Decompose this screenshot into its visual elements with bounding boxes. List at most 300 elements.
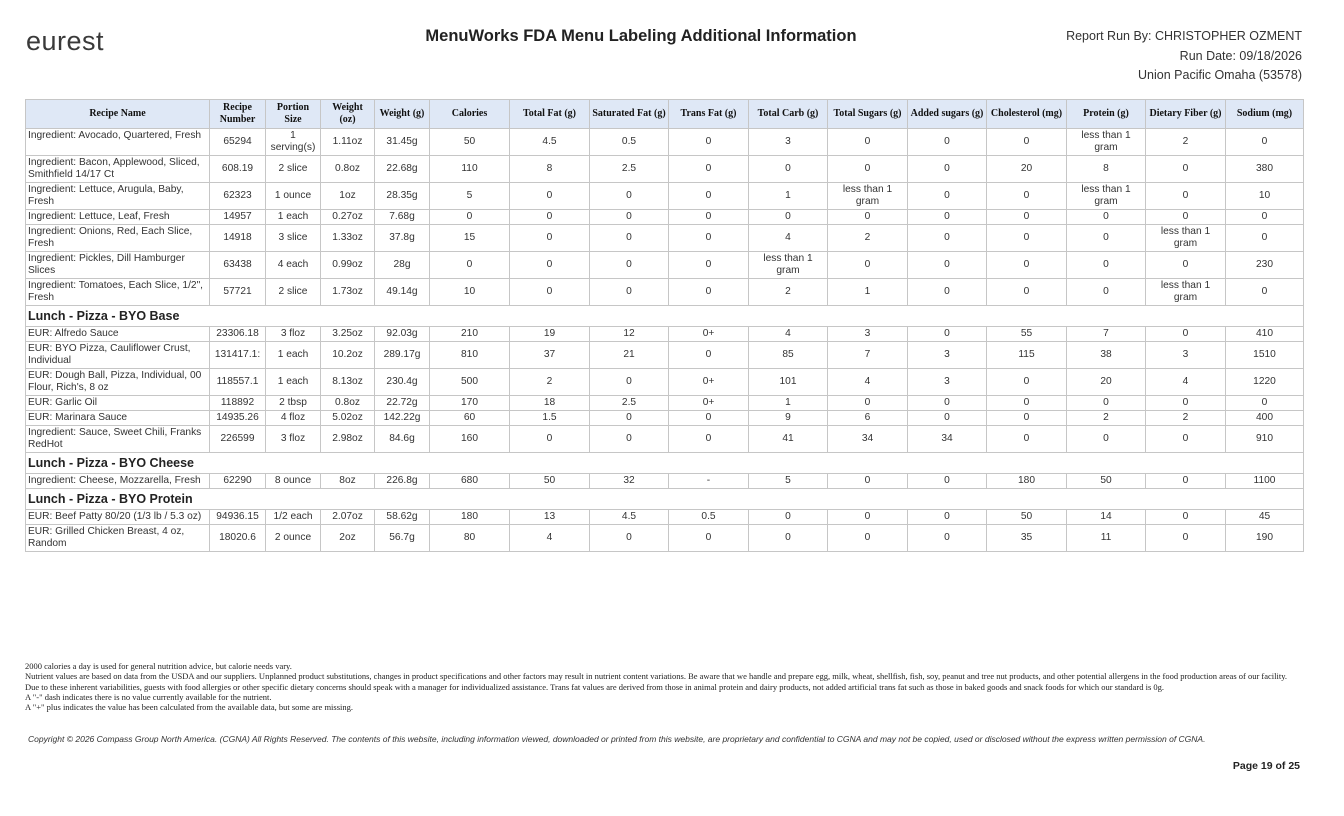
table-cell: 0 [828,129,908,156]
table-cell: 0 [908,129,987,156]
recipe-name-cell: Ingredient: Tomatoes, Each Slice, 1/2", Fresh [26,279,210,306]
table-cell: 49.14g [375,279,430,306]
table-cell: 2 [828,225,908,252]
table-cell: 31.45g [375,129,430,156]
section-row [26,306,1304,327]
table-cell: 3 [908,342,987,369]
table-cell: 0 [1146,426,1226,453]
table-row [26,396,1304,411]
run-by: Report Run By: CHRISTOPHER OZMENT [1066,29,1302,43]
table-cell: less than 1 gram [828,183,908,210]
table-cell: 0 [510,183,590,210]
table-cell: 180 [430,510,510,525]
table-cell: 115 [987,342,1067,369]
table-cell: 0 [1226,210,1304,225]
table-cell: 0 [987,426,1067,453]
table-cell: 4 [828,369,908,396]
table-cell: 0.99oz [321,252,375,279]
table-cell: 4 [749,327,828,342]
table-cell: 0.27oz [321,210,375,225]
table-cell: 0 [828,252,908,279]
table-cell: 6 [828,411,908,426]
table-cell: 32 [590,474,669,489]
column-header: Total Sugars (g) [828,100,908,129]
table-cell: 10.2oz [321,342,375,369]
table-cell: 0.8oz [321,156,375,183]
table-cell: 0 [908,210,987,225]
table-cell: 1 [749,396,828,411]
table-cell: 34 [908,426,987,453]
table-cell: 0 [749,510,828,525]
table-cell: 0 [828,210,908,225]
table-row [26,279,1304,306]
table-cell: 810 [430,342,510,369]
table-cell: 0 [1226,396,1304,411]
table-cell: 84.6g [375,426,430,453]
table-cell: 400 [1226,411,1304,426]
table-cell: 0 [1146,525,1226,552]
recipe-name-cell: Ingredient: Onions, Red, Each Slice, Fresh [26,225,210,252]
table-cell: 0 [590,411,669,426]
table-cell: 4 [510,525,590,552]
table-cell: less than 1 gram [1067,183,1146,210]
recipe-name-cell: EUR: BYO Pizza, Cauliflower Crust, Individual [26,342,210,369]
table-cell: 4 [749,225,828,252]
table-cell: 0 [1146,474,1226,489]
table-cell: 2 slice [266,156,321,183]
recipe-name-cell: Ingredient: Pickles, Dill Hamburger Slices [26,252,210,279]
table-cell: 85 [749,342,828,369]
table-cell: 1.5 [510,411,590,426]
table-cell: 5.02oz [321,411,375,426]
table-cell: 1510 [1226,342,1304,369]
table-cell: 210 [430,327,510,342]
table-cell: 0 [987,396,1067,411]
table-cell: 0 [908,252,987,279]
recipe-name-cell: Ingredient: Lettuce, Arugula, Baby, Fresh [26,183,210,210]
table-cell: 2.5 [590,156,669,183]
table-cell: 20 [1067,369,1146,396]
column-header: Portion Size [266,100,321,129]
table-cell: 2 [749,279,828,306]
table-cell: 5 [430,183,510,210]
table-cell: 18 [510,396,590,411]
table-cell: 0 [590,279,669,306]
table-cell: 63438 [210,252,266,279]
table-cell: 0 [987,279,1067,306]
table-row [26,474,1304,489]
table-cell: 0 [987,183,1067,210]
table-row [26,210,1304,225]
section-row [26,489,1304,510]
table-cell: 3 floz [266,426,321,453]
recipe-name-cell: EUR: Alfredo Sauce [26,327,210,342]
table-cell: 2 [510,369,590,396]
table-cell: 7.68g [375,210,430,225]
table-cell: 0 [987,252,1067,279]
table-cell: 0 [510,252,590,279]
recipe-name-cell: EUR: Beef Patty 80/20 (1/3 lb / 5.3 oz) [26,510,210,525]
table-cell: 50 [510,474,590,489]
table-cell: 1.11oz [321,129,375,156]
table-cell: 0 [669,210,749,225]
table-cell: 0 [669,156,749,183]
table-row [26,225,1304,252]
table-row [26,369,1304,396]
run-date: Run Date: 09/18/2026 [1179,48,1302,63]
table-cell: 65294 [210,129,266,156]
table-cell: 41 [749,426,828,453]
recipe-name-cell: Ingredient: Sauce, Sweet Chili, Franks RedHot [26,426,210,453]
table-cell: 0 [1226,279,1304,306]
table-cell: 226.8g [375,474,430,489]
table-row [26,129,1304,156]
table-cell: 142.22g [375,411,430,426]
table-cell: 9 [749,411,828,426]
table-row [26,411,1304,426]
table-cell: 0 [987,225,1067,252]
table-cell: 180 [987,474,1067,489]
table-cell: 3 slice [266,225,321,252]
table-cell: - [669,474,749,489]
table-cell: 0 [430,210,510,225]
table-cell: 0 [510,225,590,252]
table-cell: 230.4g [375,369,430,396]
report-meta [1066,27,1302,86]
table-cell: 8 ounce [266,474,321,489]
table-cell: 118557.1 [210,369,266,396]
table-cell: 0 [987,369,1067,396]
footnote-calories: 2000 calories a day is used for general nutrition advice, but calorie needs vary. [25,661,292,671]
table-cell: 0 [908,225,987,252]
table-cell: 3 [1146,342,1226,369]
table-cell: 0 [1146,327,1226,342]
table-cell: 131417.1: [210,342,266,369]
table-cell: 0.8oz [321,396,375,411]
table-cell: 0 [908,474,987,489]
table-cell: 101 [749,369,828,396]
report-title: MenuWorks FDA Menu Labeling Additional Information [425,27,857,45]
table-cell: 15 [430,225,510,252]
table-cell: 37.8g [375,225,430,252]
table-cell: 0 [510,426,590,453]
section-title: Lunch - Pizza - BYO Cheese [26,453,1304,474]
table-cell: 0 [908,156,987,183]
table-cell: 0+ [669,396,749,411]
table-cell: 14 [1067,510,1146,525]
table-cell: 2 [1067,411,1146,426]
table-cell: 34 [828,426,908,453]
table-cell: 410 [1226,327,1304,342]
table-cell: 2 [1146,129,1226,156]
table-cell: 3 [749,129,828,156]
column-header: Calories [430,100,510,129]
table-cell: 0 [1067,279,1146,306]
table-cell: 4.5 [590,510,669,525]
table-cell: 50 [987,510,1067,525]
table-row [26,252,1304,279]
table-cell: 0 [1067,396,1146,411]
table-cell: 0 [908,183,987,210]
table-cell: 56.7g [375,525,430,552]
table-cell: 0 [1146,183,1226,210]
section-title: Lunch - Pizza - BYO Base [26,306,1304,327]
table-cell: 23306.18 [210,327,266,342]
table-row [26,183,1304,210]
table-cell: 38 [1067,342,1146,369]
table-cell: 0 [908,411,987,426]
table-cell: 1oz [321,183,375,210]
table-cell: 8 [1067,156,1146,183]
column-header: Dietary Fiber (g) [1146,100,1226,129]
table-cell: 22.72g [375,396,430,411]
table-cell: 0.5 [669,510,749,525]
table-cell: 0 [669,525,749,552]
table-cell: 57721 [210,279,266,306]
table-cell: 14935.26 [210,411,266,426]
column-header: Weight (g) [375,100,430,129]
table-cell: 0 [1146,210,1226,225]
table-cell: 14918 [210,225,266,252]
recipe-name-cell: EUR: Dough Ball, Pizza, Individual, 00 Flour, Rich's, 8 oz [26,369,210,396]
table-cell: 0 [590,252,669,279]
column-header: Sodium (mg) [1226,100,1304,129]
table-cell: 8oz [321,474,375,489]
table-cell: 19 [510,327,590,342]
table-cell: 0 [1226,225,1304,252]
table-cell: 910 [1226,426,1304,453]
table-cell: 110 [430,156,510,183]
table-cell: 2 slice [266,279,321,306]
table-cell: 2 ounce [266,525,321,552]
table-cell: 226599 [210,426,266,453]
table-cell: 0 [908,510,987,525]
column-header: Cholesterol (mg) [987,100,1067,129]
table-cell: 0 [590,369,669,396]
table-cell: 1 each [266,342,321,369]
table-cell: 2oz [321,525,375,552]
table-cell: 2 [1146,411,1226,426]
table-cell: 2.98oz [321,426,375,453]
table-cell: 0 [828,156,908,183]
table-body [26,129,1304,552]
table-cell: 4 each [266,252,321,279]
table-row [26,525,1304,552]
table-cell: 3 [908,369,987,396]
table-cell: 0 [590,210,669,225]
table-cell: 22.68g [375,156,430,183]
column-header: Weight (oz) [321,100,375,129]
table-cell: 0 [669,252,749,279]
column-header: Recipe Name [26,100,210,129]
table-cell: 10 [1226,183,1304,210]
table-cell: 0 [749,525,828,552]
copyright-notice: Copyright © 2026 Compass Group North America. (CGNA) All Rights Reserved. The contents of this website, including information viewed, downloaded or printed from this website, are proprietary and confidential to CGNA and may not be copied, used or disclosed without the express written permission of CGNA. [28,734,1206,744]
table-cell: 0 [669,426,749,453]
table-row [26,342,1304,369]
eurest-logo: eurest [26,26,105,56]
table-cell: 0.5 [590,129,669,156]
table-cell: 3 [828,327,908,342]
table-cell: 4 [1146,369,1226,396]
table-cell: 20 [987,156,1067,183]
table-cell: 35 [987,525,1067,552]
table-cell: 0 [908,525,987,552]
table-row [26,156,1304,183]
table-cell: 118892 [210,396,266,411]
footnotes [25,661,1300,712]
table-cell: less than 1 gram [1146,279,1226,306]
table-cell: 14957 [210,210,266,225]
table-cell: 0 [987,129,1067,156]
table-cell: 50 [430,129,510,156]
table-cell: 4 floz [266,411,321,426]
table-cell: 0 [749,156,828,183]
table-cell: 289.17g [375,342,430,369]
recipe-name-cell: Ingredient: Avocado, Quartered, Fresh [26,129,210,156]
table-cell: 0+ [669,327,749,342]
table-cell: 1 each [266,210,321,225]
column-header: Total Carb (g) [749,100,828,129]
table-cell: 0 [669,279,749,306]
table-cell: 0 [828,396,908,411]
table-cell: 0 [430,252,510,279]
table-cell: 3.25oz [321,327,375,342]
table-cell: 0 [510,279,590,306]
location: Union Pacific Omaha (53578) [1138,68,1302,82]
nutrition-table [25,99,1304,552]
table-cell: 28g [375,252,430,279]
table-cell: 8.13oz [321,369,375,396]
table-row [26,327,1304,342]
table-cell: 62323 [210,183,266,210]
table-cell: 0 [590,426,669,453]
table-cell: 0 [1067,210,1146,225]
recipe-name-cell: EUR: Marinara Sauce [26,411,210,426]
table-cell: 0 [590,225,669,252]
table-cell: 0 [1146,510,1226,525]
footnote-nutrient-values: Nutrient values are based on data from the USDA and our suppliers. Unplanned product substitutions, changes in product specifications and other factors may result in nutrient content variations. Be aware that we handle and prepare egg, milk, wheat, shellfish, fish, soy, peanut and tree nut products, and other potential allergens in the food production areas of our facility. Due to these inherent variabilities, guests with food allergies or other specific dietary concerns should speak with a manager for individualized assistance. Trans fat values are derived from those in animal protein and dairy products, not added artificial trans fat such as those in baked goods and snack foods for which our standard is 0g. [25,671,1288,692]
table-cell: 0 [1146,396,1226,411]
section-row [26,453,1304,474]
table-cell: 4.5 [510,129,590,156]
table-cell: 7 [828,342,908,369]
table-row [26,426,1304,453]
table-cell: 0 [828,510,908,525]
table-cell: 0 [828,474,908,489]
column-header: Trans Fat (g) [669,100,749,129]
table-cell: 0 [749,210,828,225]
table-cell: 380 [1226,156,1304,183]
table-cell: 50 [1067,474,1146,489]
column-header: Added sugars (g) [908,100,987,129]
table-cell: 28.35g [375,183,430,210]
recipe-name-cell: Ingredient: Lettuce, Leaf, Fresh [26,210,210,225]
table-cell: 0 [1067,426,1146,453]
table-cell: 0 [1146,156,1226,183]
table-cell: 5 [749,474,828,489]
table-cell: 0 [908,396,987,411]
table-cell: 1 each [266,369,321,396]
table-cell: 55 [987,327,1067,342]
table-cell: 62290 [210,474,266,489]
table-cell: 0 [1226,129,1304,156]
table-cell: 12 [590,327,669,342]
table-cell: 58.62g [375,510,430,525]
table-cell: 0 [669,225,749,252]
table-cell: 160 [430,426,510,453]
table-cell: 500 [430,369,510,396]
table-cell: less than 1 gram [1067,129,1146,156]
table-cell: 1220 [1226,369,1304,396]
table-header-row [26,100,1304,129]
page-number: Page 19 of 25 [1232,760,1300,772]
table-cell: 680 [430,474,510,489]
table-cell: 170 [430,396,510,411]
recipe-name-cell: EUR: Garlic Oil [26,396,210,411]
table-cell: 45 [1226,510,1304,525]
table-cell: 0 [590,183,669,210]
table-cell: 0 [669,183,749,210]
table-cell: 2.07oz [321,510,375,525]
table-cell: 0 [1146,252,1226,279]
table-cell: 1.33oz [321,225,375,252]
table-cell: 0 [908,327,987,342]
column-header: Total Fat (g) [510,100,590,129]
table-cell: 1 ounce [266,183,321,210]
table-cell: 0 [987,411,1067,426]
table-cell: 608.19 [210,156,266,183]
table-cell: 3 floz [266,327,321,342]
table-cell: 0 [1067,252,1146,279]
table-cell: 0 [510,210,590,225]
column-header: Recipe Number [210,100,266,129]
table-cell: 1.73oz [321,279,375,306]
section-title: Lunch - Pizza - BYO Protein [26,489,1304,510]
table-cell: 0 [669,129,749,156]
table-cell: 0 [987,210,1067,225]
table-cell: 94936.15 [210,510,266,525]
table-cell: 190 [1226,525,1304,552]
table-cell: 37 [510,342,590,369]
table-cell: 0 [1067,225,1146,252]
recipe-name-cell: Ingredient: Cheese, Mozzarella, Fresh [26,474,210,489]
table-cell: 18020.6 [210,525,266,552]
table-cell: 10 [430,279,510,306]
table-cell: 21 [590,342,669,369]
table-cell: 2.5 [590,396,669,411]
footnote-dash: A "-" dash indicates there is no value currently available for the nutrient. [25,691,272,702]
column-header: Saturated Fat (g) [590,100,669,129]
table-cell: 1 serving(s) [266,129,321,156]
table-cell: 0 [669,411,749,426]
table-cell: 1/2 each [266,510,321,525]
table-cell: less than 1 gram [749,252,828,279]
column-header: Protein (g) [1067,100,1146,129]
table-cell: 80 [430,525,510,552]
table-cell: 0 [669,342,749,369]
table-cell: 13 [510,510,590,525]
table-cell: 60 [430,411,510,426]
table-cell: 0+ [669,369,749,396]
table-cell: 8 [510,156,590,183]
table-cell: 92.03g [375,327,430,342]
recipe-name-cell: EUR: Grilled Chicken Breast, 4 oz, Random [26,525,210,552]
table-row [26,510,1304,525]
table-cell: 1100 [1226,474,1304,489]
footnote-plus: A "+" plus indicates the value has been calculated from the available data, but some are missing. [25,702,354,713]
table-cell: less than 1 gram [1146,225,1226,252]
